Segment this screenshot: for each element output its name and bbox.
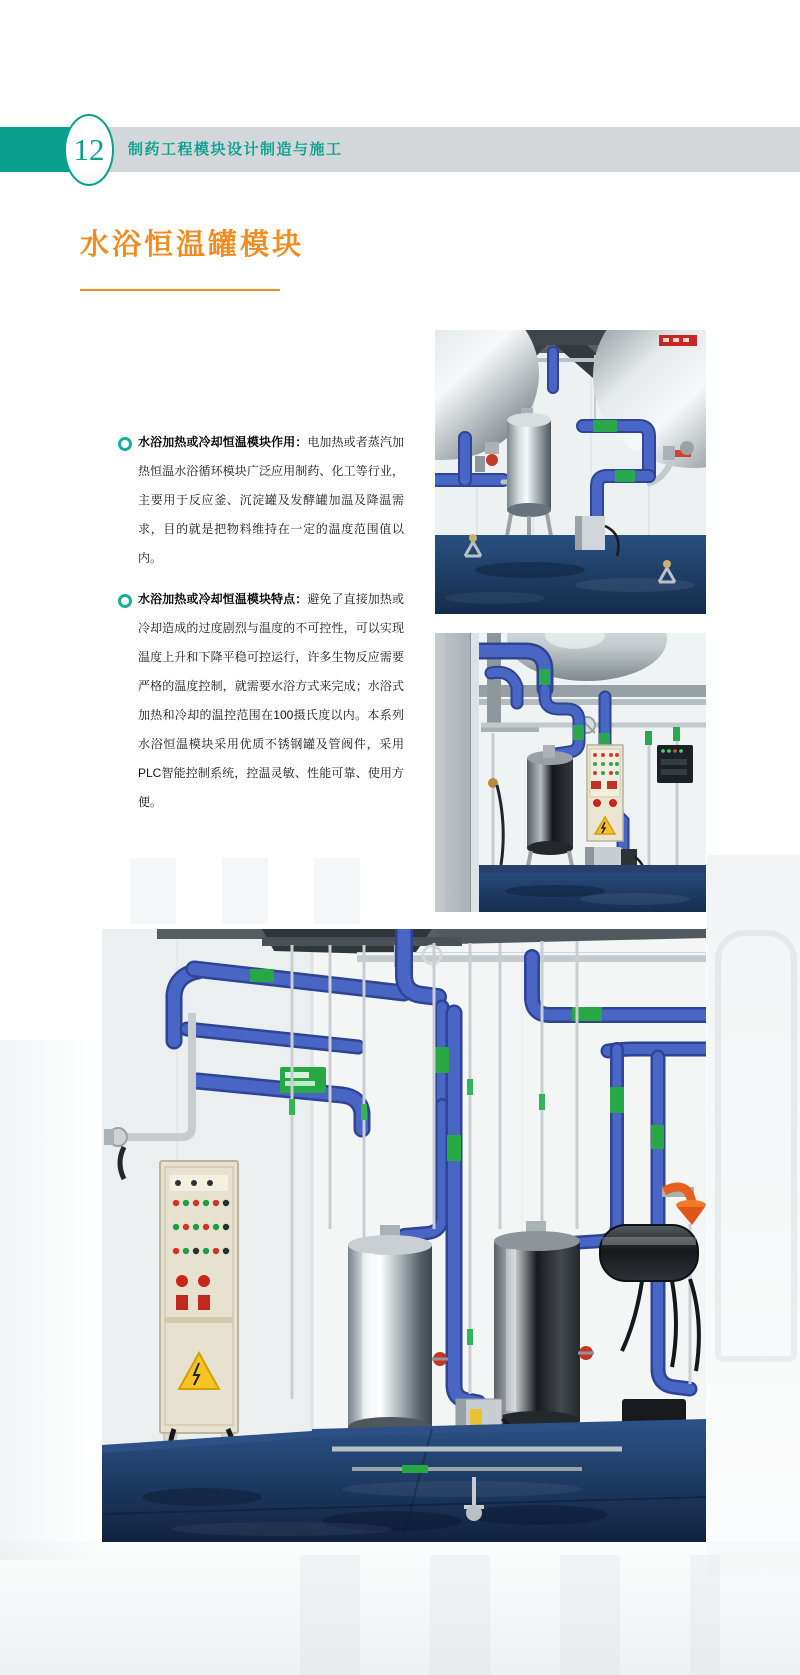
photo-water-bath-module-top <box>435 330 706 614</box>
dark-wall-panel <box>657 745 693 783</box>
electrical-cabinet <box>587 745 623 841</box>
bullet-ring-icon <box>118 437 132 451</box>
paragraph-body: 避免了直接加热或冷却造成的过度剧烈与温度的不可控性，可以实现温度上升和下降平稳可控运行，许多生物反应需要严格的温度控制，就需要水浴方式来完成；水浴式加热和冷却的温控范围在100摄氏度以内。本系列水浴恒温模块采用优质不锈钢罐及管阀件，采用PLC智能控制系统，控温灵敏、性能可靠、使用方便。 <box>138 592 404 809</box>
bullet-paragraph-function <box>116 428 404 573</box>
background-ghost-panels <box>130 858 400 924</box>
background-wash <box>0 1542 800 1675</box>
paragraph-lead: 水浴加热或冷却恒温模块特点： <box>138 592 308 606</box>
photo-water-bath-module-room <box>435 633 706 912</box>
photo-water-bath-module-large <box>102 929 706 1542</box>
background-ghost-band-right <box>707 855 800 1575</box>
background-ghost-band-left <box>0 1040 100 1560</box>
background-ghost-equipment <box>300 1555 720 1675</box>
floor <box>471 865 706 912</box>
bullet-paragraph-features <box>116 585 404 817</box>
section-title-underline <box>80 289 280 291</box>
header-title: 制药工程模块设计制造与施工 <box>128 141 343 158</box>
section-title: 水浴恒温罐模块 <box>80 229 305 261</box>
pillar <box>435 633 479 912</box>
page-number: 12 <box>73 132 105 167</box>
header-teal-bar <box>0 127 74 172</box>
background-ghost-tank-outline <box>715 930 797 1362</box>
paragraph-lead: 水浴加热或冷却恒温模块作用： <box>138 435 308 449</box>
bullet-ring-icon <box>118 594 132 608</box>
paragraph-body: 电加热或者蒸汽加热恒温水浴循环模块广泛应用制药、化工等行业，主要用于反应釜、沉淀罐及发酵罐加温及降温需求，目的就是把物料维持在一定的温度范围值以内。 <box>138 435 404 565</box>
page-number-badge <box>64 114 114 186</box>
